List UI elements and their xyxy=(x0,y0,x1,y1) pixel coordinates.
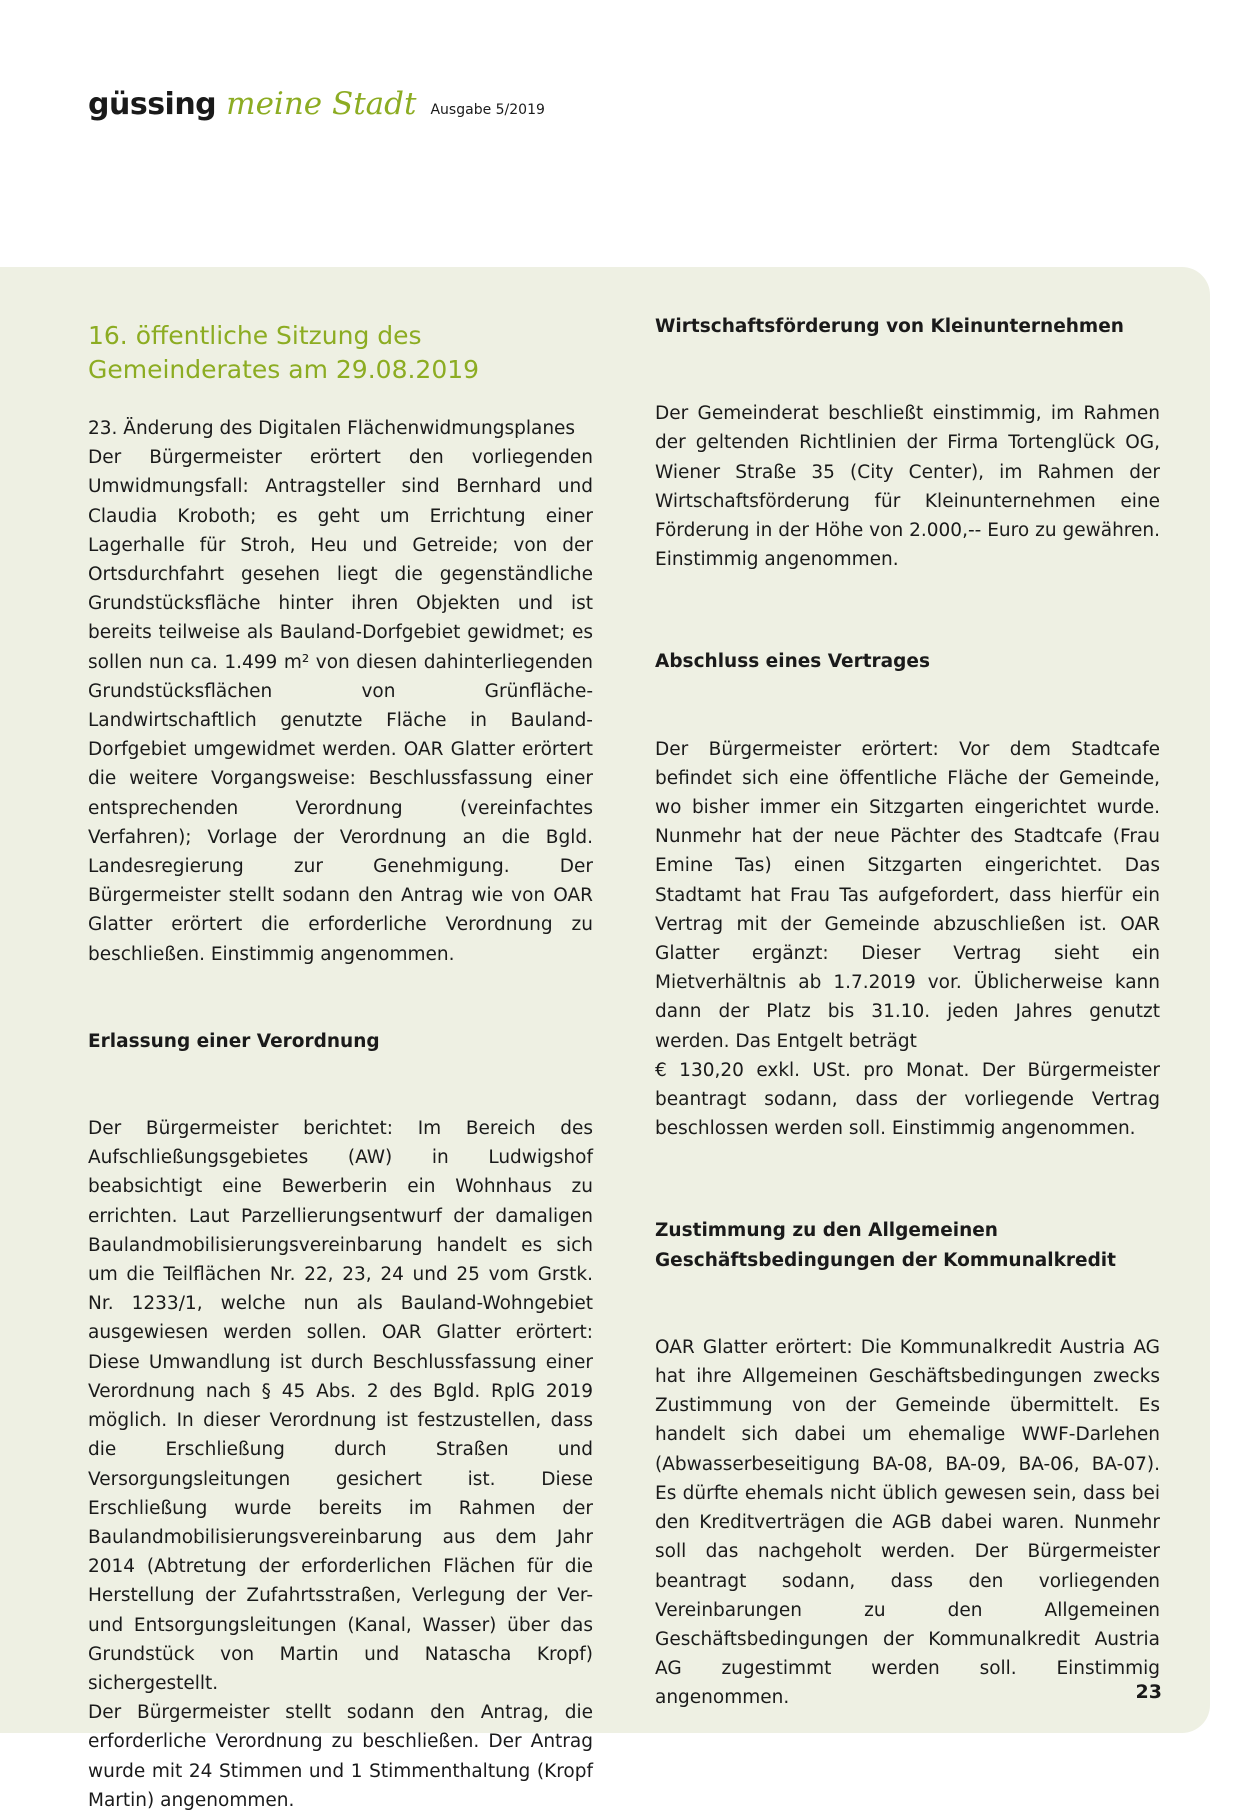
masthead xyxy=(88,86,545,126)
right-column xyxy=(655,267,1160,1713)
section-heading-vertrag: Abschluss eines Vertrages xyxy=(655,651,930,673)
intro-line: 23. Änderung des Digitalen Flächenwidmungsplanes xyxy=(88,418,576,439)
article-panel xyxy=(0,267,1210,1811)
intro-paragraph: Der Bürgermeister erörtert den vorliegenden Umwidmungsfall: Antragsteller sind Bernhard und Claudia Kroboth; es geht um Errichtung einer Lagerhalle für Stroh, Heu und Getreide; von der Ortsdurchfahrt gesehen liegt die gegenständliche Grundstücksfläche hinter ihren Objekten und ist bereits teilweise als Bauland-Dorfgebiet gewidmet; es sollen nun ca. 1.499 m² von diesen dahinterliegenden Grundstücksflächen von Grünfläche-Landwirtschaftlich genutzte Fläche in Bauland-Dorfgebiet umgewidmet werden. OAR Glatter erörtert die weitere Vorgangsweise: Beschlussfassung einer entsprechenden Verordnung (vereinfachtes Verfahren); Vorlage der Verordnung an die Bgld. Landesregierung zur Genehmigung. Der Bürgermeister stellt sodann den Antrag wie von OAR Glatter erörtert die erforderliche Verordnung zu beschließen. Einstimmig angenommen. xyxy=(88,447,593,965)
issue-label: Ausgabe 5/2019 xyxy=(430,102,545,118)
left-column xyxy=(88,267,593,1815)
section-heading-agb: Zustimmung zu den Allgemeinen Geschäftsbedingungen der Kommunalkredit xyxy=(655,1220,1116,1271)
verordnung-paragraph-1: Der Bürgermeister berichtet: Im Bereich des Aufschließungsgebietes (AW) in Ludwigshof beabsichtigt eine Bewerberin ein Wohnhaus zu errichten. Laut Parzellierungsentwurf der damaligen Baulandmobilisierungsvereinbarung handelt es sich um die Teilflächen Nr. 22, 23, 24 und 25 vom Grstk. Nr. 1233/1, welche nun als Bauland-Wohngebiet ausgewiesen werden sollen. OAR Glatter erörtert: Diese Umwandlung ist durch Beschlussfassung einer Verordnung nach § 45 Abs. 2 des Bgld. RplG 2019 möglich. In dieser Verordnung ist festzustellen, dass die Erschließung durch Straßen und Versorgungsleitungen gesichert ist. Diese Erschließung wurde bereits im Rahmen der Baulandmobilisierungsvereinbarung aus dem Jahr 2014 (Abtretung der erforderlichen Flächen für die Herstellung der Zufahrtsstraßen, Verlegung der Ver- und Entsorgungsleitungen (Kanal, Wasser) über das Grundstück von Martin und Natascha Kropf) sichergestellt. xyxy=(88,1118,593,1694)
vertrag-paragraph-1: Der Bürgermeister erörtert: Vor dem Stadtcafe befindet sich eine öffentliche Fläche der Gemeinde, wo bisher immer ein Sitzgarten eingerichtet wurde. Nunmehr hat der neue Pächter des Stadtcafe (Frau Emine Tas) einen Sitzgarten eingerichtet. Das Stadtamt hat Frau Tas aufgefordert, dass hierfür ein Vertrag mit der Gemeinde abzuschließen ist. OAR Glatter ergänzt: Dieser Vertrag sieht ein Mietverhältnis ab 1.7.2019 vor. Üblicherweise kann dann der Platz bis 31.10. jeden Jahres genutzt werden. Das Entgelt beträgt xyxy=(655,738,1160,1052)
verordnung-paragraph-2: Der Bürgermeister stellt sodann den Antrag, die erforderliche Verordnung zu beschließen. Der Antrag wurde mit 24 Stimmen und 1 Stimmenthaltung (Kropf Martin) angenommen. xyxy=(88,1702,593,1811)
agb-paragraph: OAR Glatter erörtert: Die Kommunalkredit Austria AG hat ihre Allgemeinen Geschäftsbedingungen zwecks Zustimmung von der Gemeinde übermittelt. Es handelt sich dabei um ehemalige WWF-Darlehen (Abwasserbeseitigung BA-08, BA-09, BA-06, BA-07). Es dürfte ehemals nicht üblich gewesen sein, dass bei den Kreditverträgen die AGB dabei waren. Nunmehr soll das nachgeholt werden. Der Bürgermeister beantragt sodann, dass den vorliegenden Vereinbarungen zu den Allgemeinen Geschäftsbedingungen der Kommunalkredit Austria AG zugestimmt werden soll. Einstimmig angenommen. xyxy=(655,1336,1160,1709)
page-number: 23 xyxy=(1135,1681,1162,1703)
section-heading-wirtschaftsfoerderung: Wirtschaftsförderung von Kleinunternehmen xyxy=(655,316,1124,337)
section-heading-verordnung: Erlassung einer Verordnung xyxy=(88,1030,380,1052)
vertrag-paragraph-2: € 130,20 exkl. USt. pro Monat. Der Bürgermeister beantragt sodann, dass der vorliegende Vertrag beschlossen werden soll. Einstimmig angenommen. xyxy=(655,1059,1160,1140)
article-title: 16. öffentliche Sitzung des Gemeinderates am 29.08.2019 xyxy=(88,321,480,384)
brand-name: güssing xyxy=(88,87,217,122)
wirtschaftsfoerderung-paragraph: Der Gemeinderat beschließt einstimmig, im Rahmen der geltenden Richtlinien der Firma Tortenglück OG, Wiener Straße 35 (City Center), im Rahmen der Wirtschaftsförderung für Kleinunternehmen eine Förderung in der Höhe von 2.000,-- Euro zu gewähren. Einstimmig angenommen. xyxy=(655,403,1160,571)
brand-tagline: meine Stadt xyxy=(226,86,417,122)
